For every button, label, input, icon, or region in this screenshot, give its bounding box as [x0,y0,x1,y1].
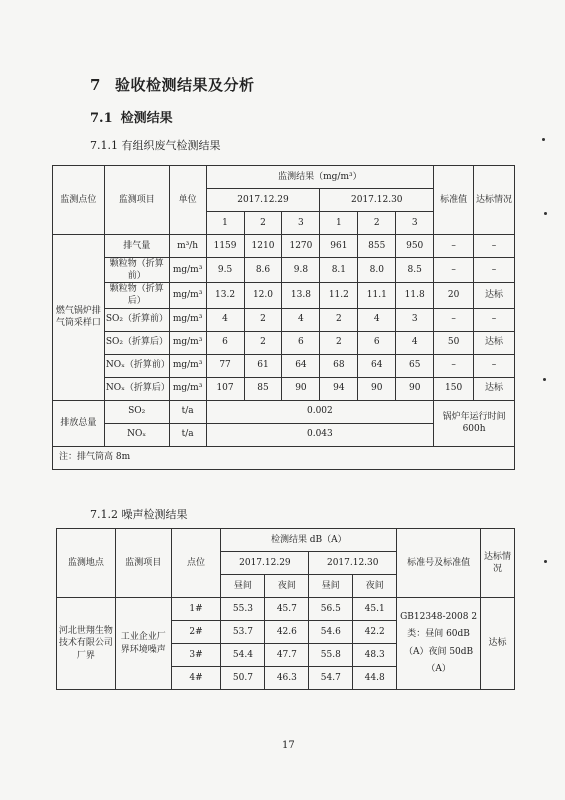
gas-std: 150 [434,377,474,400]
noise-value: 55.8 [309,644,353,667]
gas-total-value: 0.002 [206,400,434,423]
gas-idx: 1 [206,212,244,235]
noise-comply: 达标 [481,598,515,690]
gas-value: 9.5 [206,258,244,283]
table-row [53,235,515,258]
gas-value: 77 [206,354,244,377]
table-row [53,308,515,331]
gas-comply: 达标 [474,377,515,400]
noise-value: 42.2 [353,621,397,644]
gas-value: 90 [282,377,320,400]
noise-night: 夜间 [353,575,397,598]
noise-value: 54.4 [221,644,265,667]
noise-h-std: 标准号及标准值 [397,529,481,598]
gas-unit: mg/m³ [169,258,206,283]
gas-date-2: 2017.12.30 [320,189,434,212]
gas-total-value: 0.043 [206,423,434,446]
gas-value: 961 [320,235,358,258]
gas-total-unit: t/a [169,400,206,423]
noise-day: 昼间 [309,575,353,598]
gas-value: 8.1 [320,258,358,283]
gas-item: NOₓ（折算前） [104,354,169,377]
gas-h-std: 标准值 [434,166,474,235]
noise-value: 56.5 [309,598,353,621]
gas-std: – [434,308,474,331]
noise-date-1: 2017.12.29 [221,552,309,575]
gas-value: 2 [244,331,282,354]
gas-value: 90 [358,377,396,400]
gas-unit: mg/m³ [169,377,206,400]
noise-value: 42.6 [265,621,309,644]
gas-value: 3 [396,308,434,331]
noise-night: 夜间 [265,575,309,598]
gas-value: 2 [320,331,358,354]
gas-value: 94 [320,377,358,400]
gas-item: SO₂（折算后） [104,331,169,354]
gas-value: 1270 [282,235,320,258]
gas-unit: mg/m³ [169,283,206,308]
gas-value: 855 [358,235,396,258]
gas-item: 颗粒物（折算后） [104,283,169,308]
gas-unit: mg/m³ [169,331,206,354]
noise-h-comply: 达标情况 [481,529,515,598]
gas-idx: 2 [244,212,282,235]
gas-comply: 达标 [474,283,515,308]
gas-idx: 2 [358,212,396,235]
section-heading [90,74,254,95]
gas-value: 8.5 [396,258,434,283]
noise-value: 54.7 [309,667,353,690]
gas-value: 2 [320,308,358,331]
gas-value: 64 [358,354,396,377]
gas-value: 2 [244,308,282,331]
gas-h-comply: 达标情况 [474,166,515,235]
noise-value: 48.3 [353,644,397,667]
gas-value: 85 [244,377,282,400]
gas-date-1: 2017.12.29 [206,189,320,212]
gas-item: 排气量 [104,235,169,258]
gas-unit: mg/m³ [169,354,206,377]
gas-value: 107 [206,377,244,400]
gas-value: 13.8 [282,283,320,308]
gas-total-unit: t/a [169,423,206,446]
gas-total-note: 锅炉年运行时间 600h [434,400,515,446]
gas-value: 64 [282,354,320,377]
gas-comply: 达标 [474,331,515,354]
noise-heading: 7.1.2 噪声检测结果 [90,508,188,521]
table-row [53,331,515,354]
gas-total-item: SO₂ [104,400,169,423]
noise-point: 2# [171,621,221,644]
gas-results-table [52,165,515,470]
noise-point: 1# [171,598,221,621]
subsection-heading [90,107,173,126]
gas-value: 11.1 [358,283,396,308]
gas-value: 11.8 [396,283,434,308]
table-row [57,598,515,621]
gas-heading: 7.1.1 有组织废气检测结果 [90,139,221,152]
gas-value: 9.8 [282,258,320,283]
gas-idx: 3 [282,212,320,235]
noise-point: 4# [171,667,221,690]
table-row [53,377,515,400]
gas-item: 颗粒物（折算前） [104,258,169,283]
subsection-number: 7.1 [90,111,113,126]
gas-value: 8.6 [244,258,282,283]
table-row [53,354,515,377]
page-number: 17 [282,740,295,751]
gas-value: 6 [282,331,320,354]
noise-h-result: 检测结果 dB（A） [221,529,397,552]
gas-value: 4 [358,308,396,331]
scan-speck [544,212,547,215]
gas-total-label: 排放总量 [53,400,105,446]
gas-location: 燃气锅炉排气筒采样口 [53,235,105,401]
noise-h-point: 点位 [171,529,221,598]
noise-point: 3# [171,644,221,667]
gas-value: 4 [396,331,434,354]
gas-value: 950 [396,235,434,258]
scan-speck [543,378,546,381]
table-row [53,400,515,423]
noise-h-item: 监测项目 [115,529,171,598]
gas-std: 20 [434,283,474,308]
gas-std: – [434,235,474,258]
gas-comply: – [474,308,515,331]
gas-value: 68 [320,354,358,377]
noise-value: 45.7 [265,598,309,621]
noise-site: 河北世翔生物技术有限公司厂界 [57,598,116,690]
gas-h-unit: 单位 [169,166,206,235]
table-row [53,283,515,308]
gas-value: 12.0 [244,283,282,308]
gas-footnote: 注：排气筒高 8m [53,446,515,469]
gas-item: SO₂（折算前） [104,308,169,331]
gas-unit: mg/m³ [169,308,206,331]
noise-date-2: 2017.12.30 [309,552,397,575]
gas-std: – [434,258,474,283]
gas-value: 6 [206,331,244,354]
gas-std: 50 [434,331,474,354]
gas-value: 90 [396,377,434,400]
gas-idx: 1 [320,212,358,235]
gas-value: 13.2 [206,283,244,308]
gas-value: 6 [358,331,396,354]
scan-speck [544,560,547,563]
noise-h-site: 监测地点 [57,529,116,598]
noise-results-table [56,528,515,690]
table-row [53,258,515,283]
gas-h-point: 监测点位 [53,166,105,235]
noise-value: 53.7 [221,621,265,644]
noise-value: 47.7 [265,644,309,667]
gas-value: 4 [282,308,320,331]
gas-idx: 3 [396,212,434,235]
section-number: 7 [90,76,101,94]
noise-std: GB12348-2008 2类：昼间 60dB（A）夜间 50dB（A） [397,598,481,690]
noise-value: 54.6 [309,621,353,644]
gas-value: 65 [396,354,434,377]
gas-h-result: 监测结果（mg/m³） [206,166,434,189]
gas-value: 1210 [244,235,282,258]
gas-total-item: NOₓ [104,423,169,446]
section-title: 验收检测结果及分析 [114,76,255,94]
gas-value: 11.2 [320,283,358,308]
gas-h-item: 监测项目 [104,166,169,235]
gas-comply: – [474,258,515,283]
noise-value: 55.3 [221,598,265,621]
gas-comply: – [474,354,515,377]
noise-value: 50.7 [221,667,265,690]
noise-value: 45.1 [353,598,397,621]
subsection-title: 检测结果 [120,111,173,126]
noise-value: 44.8 [353,667,397,690]
gas-value: 1159 [206,235,244,258]
gas-std: – [434,354,474,377]
gas-item: NOₓ（折算后） [104,377,169,400]
gas-unit: m³/h [169,235,206,258]
noise-day: 昼间 [221,575,265,598]
noise-item: 工业企业厂界环境噪声 [115,598,171,690]
gas-value: 4 [206,308,244,331]
gas-comply: – [474,235,515,258]
scan-speck [542,138,545,141]
gas-value: 61 [244,354,282,377]
noise-value: 46.3 [265,667,309,690]
gas-value: 8.0 [358,258,396,283]
